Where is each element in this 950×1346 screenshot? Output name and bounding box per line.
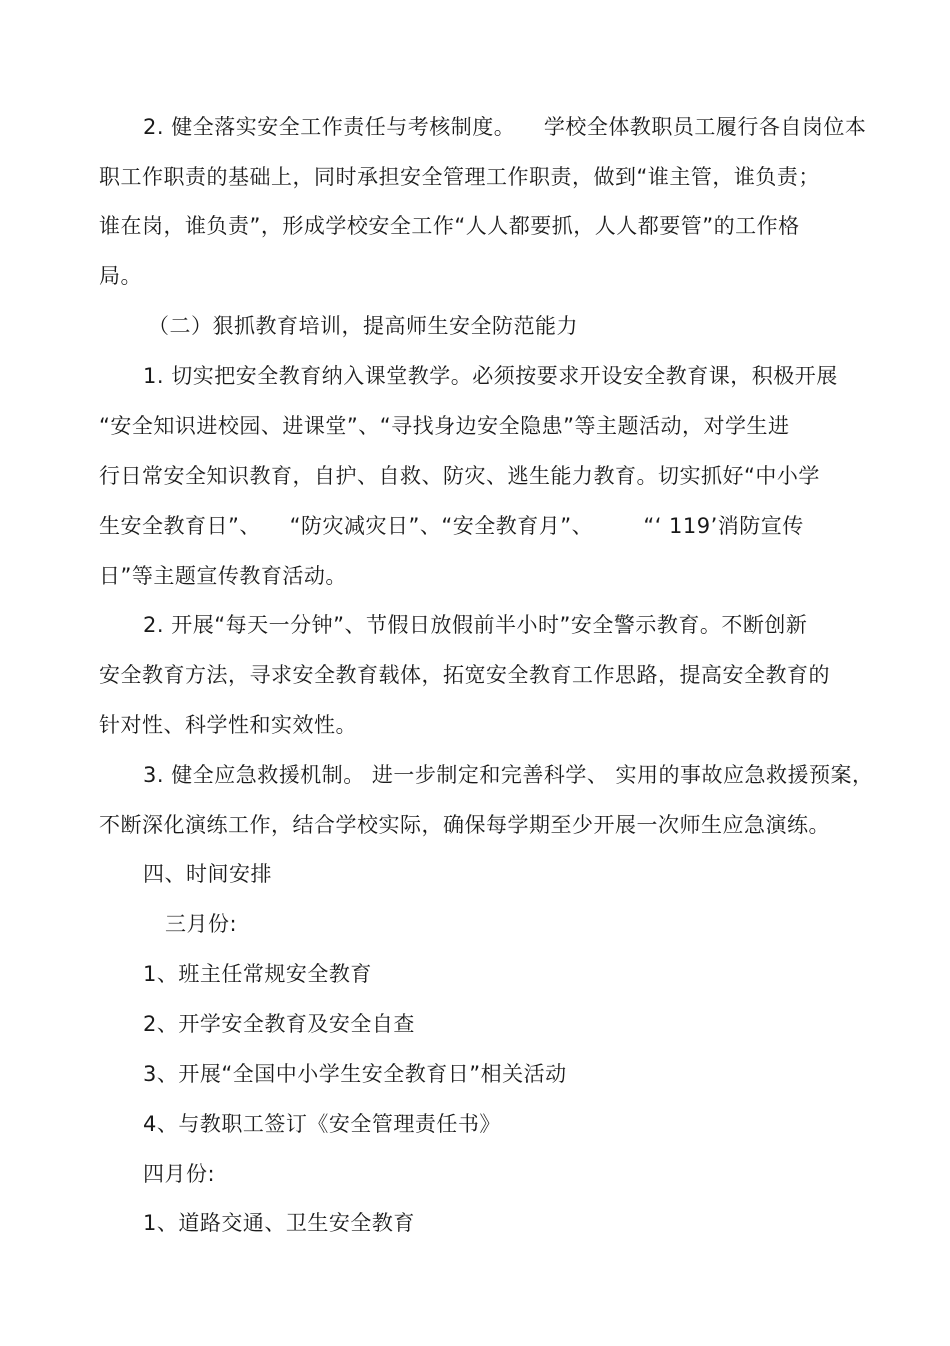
paragraph-line: 谁在岗，谁负责”，形成学校安全工作“人人都要抓，人人都要管”的工作格 (99, 214, 800, 238)
paragraph-line: 行日常安全知识教育，自护、自救、防灾、逃生能力教育。切实抓好“中小学 (99, 464, 820, 488)
paragraph-line: 职工作职责的基础上，同时承担安全管理工作职责，做到“谁主管，谁负责； (99, 165, 820, 189)
paragraph-line: 1. 切实把安全教育纳入课堂教学。必须按要求开设安全教育课，积极开展 (143, 364, 838, 388)
paragraph-line: 安全教育方法，寻求安全教育载体，拓宽安全教育工作思路，提高安全教育的 (99, 663, 830, 687)
section-heading: （二）狠抓教育培训，提高师生安全防范能力 (148, 314, 578, 338)
paragraph-line: 针对性、科学性和实效性。 (99, 713, 357, 737)
paragraph-line: 2. 健全落实安全工作责任与考核制度。 学校全体教职员工履行各自岗位本 (143, 115, 867, 139)
paragraph-line: 2. 开展“每天一分钟”、节假日放假前半小时”安全警示教育。不断创新 (143, 613, 808, 637)
list-item: 1、班主任常规安全教育 (143, 962, 372, 986)
month-heading: 四月份: (143, 1162, 216, 1186)
list-item: 2、开学安全教育及安全自查 (143, 1012, 415, 1036)
paragraph-line: 3. 健全应急救援机制。 进一步制定和完善科学、 实用的事故应急救援预案， (143, 763, 874, 787)
paragraph-line: “安全知识进校园、进课堂”、“寻找身边安全隐患”等主题活动，对学生进 (99, 414, 790, 438)
paragraph-line: 日”等主题宣传教育活动。 (99, 564, 347, 588)
list-item: 1、道路交通、卫生安全教育 (143, 1211, 415, 1235)
paragraph-line: 不断深化演练工作，结合学校实际，确保每学期至少开展一次师生应急演练。 (99, 813, 830, 837)
list-item: 4、与教职工签订《安全管理责任书》 (143, 1112, 501, 1136)
paragraph-line: 局。 (99, 264, 142, 288)
month-heading: 三月份: (165, 912, 238, 936)
section-heading: 四、时间安排 (143, 862, 272, 886)
paragraph-line: 生安全教育日”、 “防灾减灾日”、“安全教育月”、 “‘ 119’消防宣传 (99, 514, 804, 538)
list-item: 3、开展“全国中小学生安全教育日”相关活动 (143, 1062, 567, 1086)
